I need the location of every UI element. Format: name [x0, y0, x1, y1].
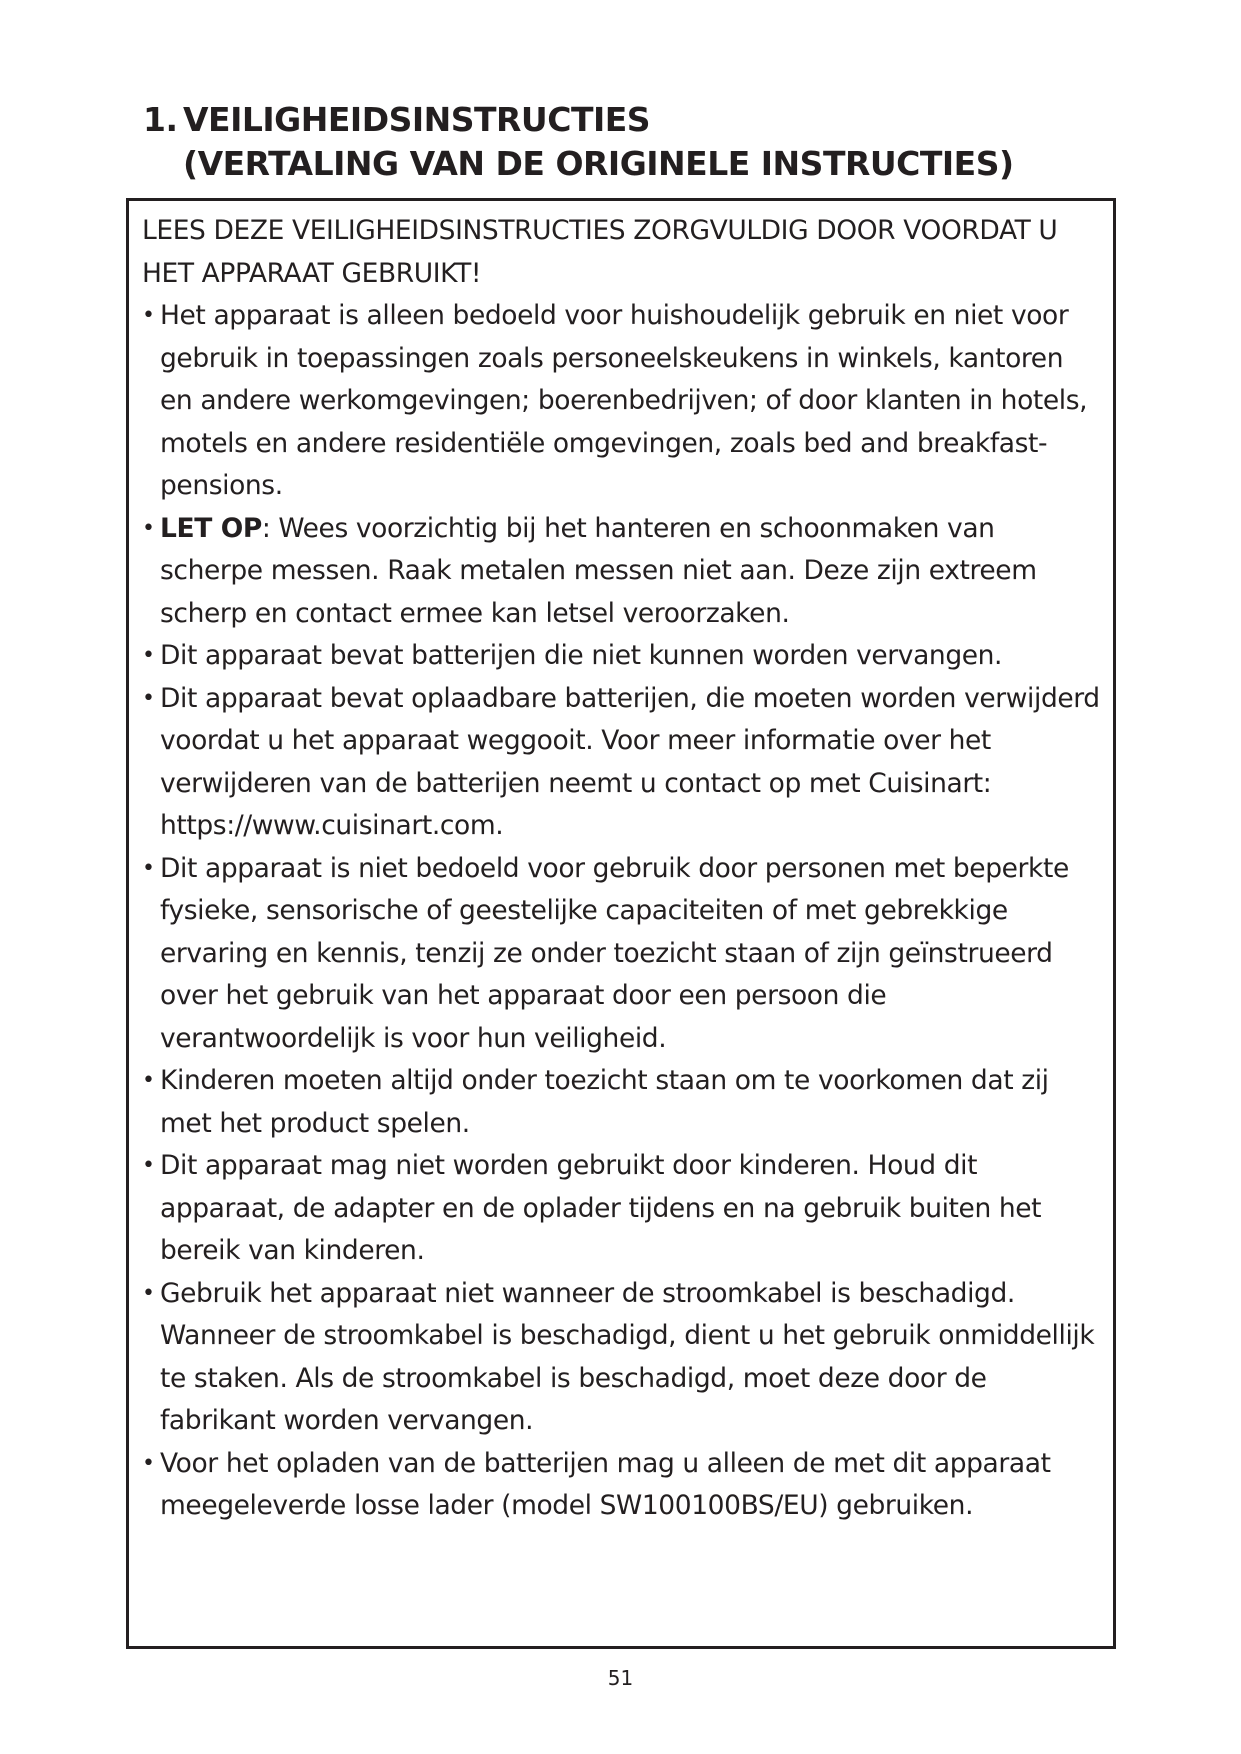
list-item: • Het apparaat is alleen bedoeld voor huishoudelijk gebruik en niet voor gebruik in toepassingen zoals personeelskeukens in winkels, kantoren en andere werkomgevingen; boerenbedrijven; of door klanten in hotels, motels en andere residentiële omgevingen, zoals bed and breakfast-pensions.	[142, 295, 1102, 508]
list-item: • Voor het opladen van de batterijen mag u alleen de met dit apparaat meegeleverde losse lader (model SW100100BS/EU) gebruiken.	[142, 1443, 1102, 1528]
list-item: • Dit apparaat bevat oplaadbare batterijen, die moeten worden verwijderd voordat u het apparaat weggooit. Voor meer informatie over het verwijderen van de batterijen neemt u contact op met Cuisinart: https://www.cuisinart.com.	[142, 678, 1102, 848]
instructions-content	[142, 210, 1102, 1528]
list-item: • Kinderen moeten altijd onder toezicht staan om te voorkomen dat zij met het product spelen.	[142, 1060, 1102, 1145]
section-heading	[143, 98, 1014, 186]
attention-label: LET OP	[160, 512, 262, 544]
page-number: 51	[607, 1666, 634, 1690]
intro-warning: LEES DEZE VEILIGHEIDSINSTRUCTIES ZORGVULDIG DOOR VOORDAT U HET APPARAAT GEBRUIKT!	[142, 215, 1058, 289]
section-subtitle: (VERTALING VAN DE ORIGINELE INSTRUCTIES)	[183, 144, 1014, 183]
list-item: • Dit apparaat is niet bedoeld voor gebruik door personen met beperkte fysieke, sensorische of geestelijke capaciteiten of met gebrekkige ervaring en kennis, tenzij ze onder toezicht staan of zijn geïnstrueerd over het gebruik van het apparaat door een persoon die verantwoordelijk is voor hun veiligheid.	[142, 848, 1102, 1061]
list-item: • Dit apparaat bevat batterijen die niet kunnen worden vervangen.	[142, 635, 1102, 678]
section-title: VEILIGHEIDSINSTRUCTIES	[183, 100, 651, 139]
list-item: • Dit apparaat mag niet worden gebruikt door kinderen. Houd dit apparaat, de adapter en de oplader tijdens en na gebruik buiten het bereik van kinderen.	[142, 1145, 1102, 1273]
section-number: 1.	[143, 100, 178, 139]
list-item: • Gebruik het apparaat niet wanneer de stroomkabel is beschadigd. Wanneer de stroomkabel is beschadigd, dient u het gebruik onmiddellijk te staken. Als de stroomkabel is beschadigd, moet deze door de fabrikant worden vervangen.	[142, 1273, 1102, 1443]
safety-list	[142, 295, 1102, 1528]
list-item: • LET OP: Wees voorzichtig bij het hanteren en schoonmaken van scherpe messen. Raak metalen messen niet aan. Deze zijn extreem scherp en contact ermee kan letsel veroorzaken.	[142, 508, 1102, 636]
